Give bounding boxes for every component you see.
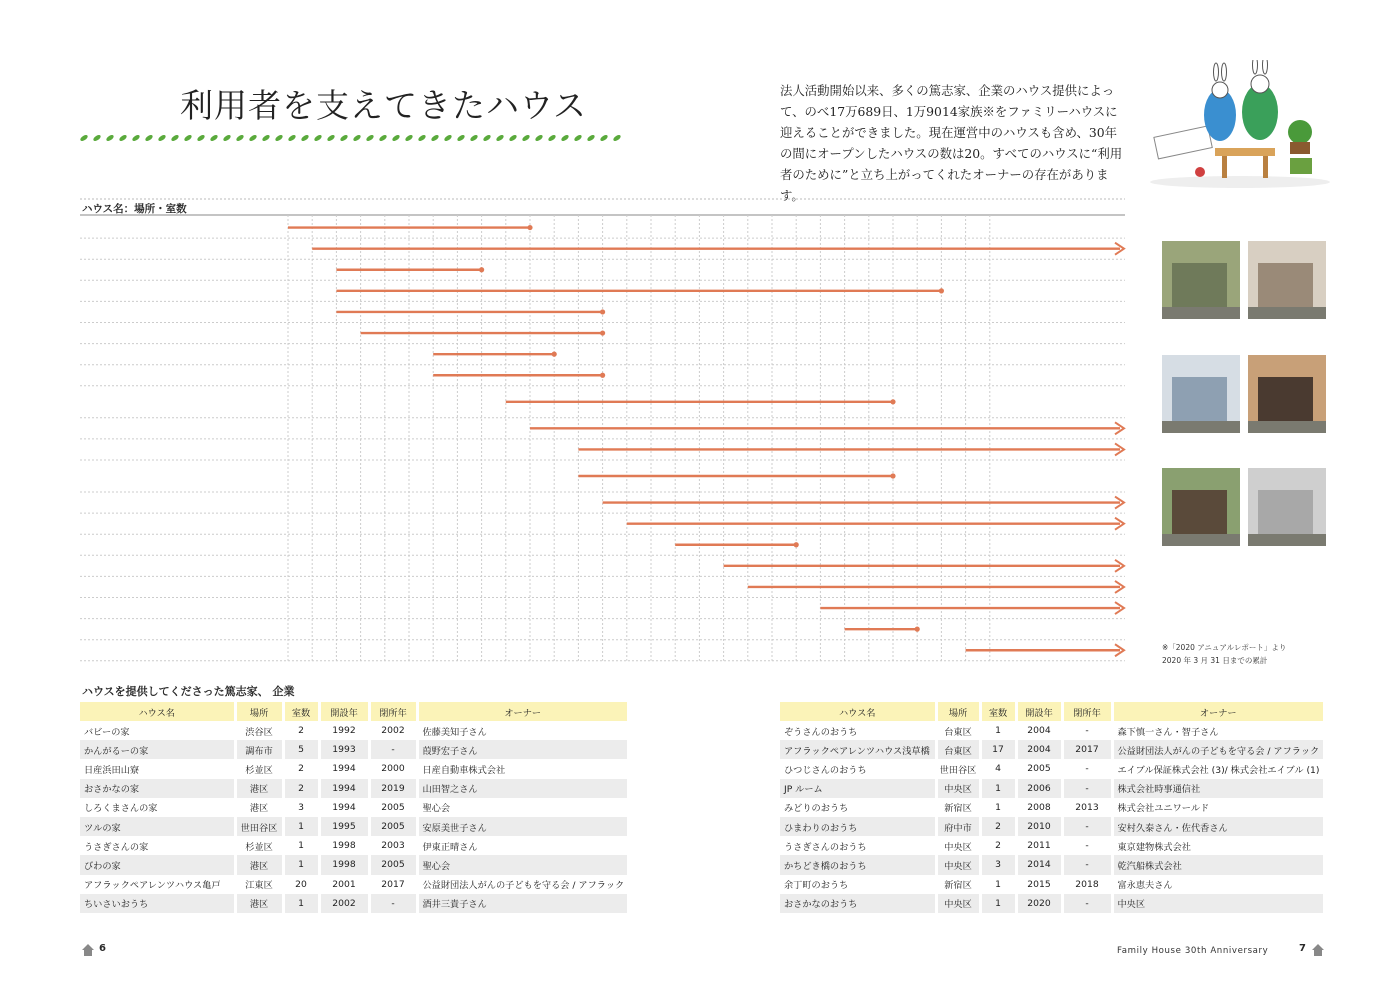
table-cell: 新宿区 — [936, 875, 980, 894]
table-cell: 2010 — [1016, 817, 1062, 836]
table-cell: 中央区 — [936, 855, 980, 874]
table-row — [80, 894, 629, 913]
house-icon — [1312, 944, 1324, 956]
table-cell: 1 — [283, 836, 319, 855]
table-cell: 1998 — [319, 855, 369, 874]
table-cell: 2001 — [319, 875, 369, 894]
table-cell: 港区 — [235, 779, 283, 798]
table-cell: ぞうさんのおうち — [780, 721, 936, 740]
photo-ground — [1248, 307, 1326, 319]
table-cell: 2002 — [319, 894, 369, 913]
table-cell: ちいさいおうち — [80, 894, 235, 913]
table-cell: 2004 — [1016, 740, 1062, 759]
table-cell: 5 — [283, 740, 319, 759]
table-cell: 4 — [980, 759, 1016, 778]
table-cell: 1 — [980, 798, 1016, 817]
table-cell: 1 — [980, 894, 1016, 913]
table-cell: うさぎさんの家 — [80, 836, 235, 855]
table-cell: かんがるーの家 — [80, 740, 235, 759]
table-row — [780, 855, 1325, 874]
table-cell: - — [1062, 836, 1112, 855]
table-row — [80, 836, 629, 855]
photo-building — [1258, 263, 1313, 313]
table-header-cell: 開設年 — [319, 702, 369, 721]
table-cell: 世田谷区 — [936, 759, 980, 778]
table-cell: 中央区 — [936, 894, 980, 913]
table-cell: 港区 — [235, 855, 283, 874]
table-cell: JP ルーム — [780, 779, 936, 798]
photo-ground — [1248, 534, 1326, 546]
table-cell: 2018 — [1062, 875, 1112, 894]
table-cell: 調布市 — [235, 740, 283, 759]
table-cell: 中央区 — [936, 836, 980, 855]
owners-table-right — [780, 702, 1326, 913]
table-cell: 1992 — [319, 721, 369, 740]
end-dot — [552, 352, 557, 357]
footnote — [1162, 641, 1286, 667]
table-cell: 港区 — [235, 798, 283, 817]
page-title: 利用者を支えてきたハウス — [180, 86, 588, 125]
table-cell: 2000 — [369, 759, 417, 778]
table-cell: 中央区 — [936, 779, 980, 798]
table-cell: 日産浜田山寮 — [80, 759, 235, 778]
table-cell: 1 — [283, 894, 319, 913]
table-cell: みどりのおうち — [780, 798, 936, 817]
table-cell: ひまわりのおうち — [780, 817, 936, 836]
table-cell: 1 — [980, 721, 1016, 740]
table-cell: 株式会社時事通信社 — [1112, 779, 1325, 798]
house-icon — [82, 944, 94, 956]
table-row — [780, 759, 1325, 778]
table-row — [780, 798, 1325, 817]
table-row — [780, 836, 1325, 855]
table-cell: 2 — [980, 836, 1016, 855]
table-cell: 1 — [283, 855, 319, 874]
table-cell: 1994 — [319, 798, 369, 817]
photo-building — [1172, 490, 1227, 540]
house-photo — [1162, 355, 1240, 433]
table-cell: - — [369, 740, 417, 759]
table-cell: 2004 — [1016, 721, 1062, 740]
table-cell: 1995 — [319, 817, 369, 836]
table-cell: 2005 — [369, 817, 417, 836]
table-cell: 1994 — [319, 759, 369, 778]
end-dot — [600, 373, 605, 378]
table-cell: 佐藤美知子さん — [417, 721, 629, 740]
end-dot — [794, 542, 799, 547]
table-cell: バビーの家 — [80, 721, 235, 740]
table-cell: 新宿区 — [936, 798, 980, 817]
table-cell: 2005 — [1016, 759, 1062, 778]
table-row — [80, 798, 629, 817]
owners-section-title: ハウスを提供してくださった篤志家、 企業 — [82, 685, 295, 698]
table-cell: 酒井三貴子さん — [417, 894, 629, 913]
table-cell: - — [1062, 759, 1112, 778]
footnote-line: ※「2020 アニュアルレポート」より — [1162, 643, 1287, 652]
table-cell: 2008 — [1016, 798, 1062, 817]
table-cell: 2015 — [1016, 875, 1062, 894]
house-photo — [1162, 241, 1240, 319]
table-row — [780, 875, 1325, 894]
table-cell: - — [1062, 894, 1112, 913]
table-cell: 2017 — [369, 875, 417, 894]
table-cell: 2017 — [1062, 740, 1112, 759]
table-cell: 2019 — [369, 779, 417, 798]
table-row — [780, 740, 1325, 759]
table-cell: しろくまさんの家 — [80, 798, 235, 817]
table-header-cell: 閉所年 — [369, 702, 417, 721]
table-row — [80, 721, 629, 740]
house-photo — [1248, 241, 1326, 319]
end-dot — [939, 288, 944, 293]
table-cell: 2013 — [1062, 798, 1112, 817]
table-cell: 2 — [980, 817, 1016, 836]
photo-building — [1172, 263, 1227, 313]
table-cell: 台東区 — [936, 721, 980, 740]
table-cell: - — [369, 894, 417, 913]
table-cell: 2006 — [1016, 779, 1062, 798]
table-cell: びわの家 — [80, 855, 235, 874]
table-cell: 17 — [980, 740, 1016, 759]
end-dot — [600, 330, 605, 335]
intro-text: 法人活動開始以来、多くの篤志家、企業のハウス提供によって、のべ17万689日、1万9014家族※をファミリーハウスに迎えることができました。現在運営中のハウスも含め、30年の間にオープンしたハウスの数は20。すべてのハウスに“利用者のために”と立ち上がってくれたオーナーの存在があります。 — [780, 83, 1123, 203]
table-cell: 聖心会 — [417, 855, 629, 874]
table-cell: 1993 — [319, 740, 369, 759]
table-cell: 2014 — [1016, 855, 1062, 874]
house-photo — [1248, 355, 1326, 433]
table-cell: 2005 — [369, 798, 417, 817]
table-cell: おさかなのおうち — [780, 894, 936, 913]
table-cell: 山田智之さん — [417, 779, 629, 798]
footnote-line: 2020 年 3 月 31 日までの累計 — [1162, 656, 1268, 665]
owners-table-left — [80, 702, 630, 913]
table-cell: 公益財団法人がんの子どもを守る会 / アフラック — [1112, 740, 1325, 759]
table-cell: 1 — [980, 779, 1016, 798]
house-photo — [1162, 468, 1240, 546]
table-cell: 富永恵夫さん — [1112, 875, 1325, 894]
table-cell: うさぎさんのおうち — [780, 836, 936, 855]
table-cell: 安原美世子さん — [417, 817, 629, 836]
table-cell: 1998 — [319, 836, 369, 855]
table-row — [780, 779, 1325, 798]
table-header-cell: 室数 — [283, 702, 319, 721]
table-row — [780, 894, 1325, 913]
timeline-header-label: ハウス名：場所・室数 — [82, 203, 187, 215]
table-header-cell: 開設年 — [1016, 702, 1062, 721]
table-header-cell: オーナー — [417, 702, 629, 721]
photo-ground — [1162, 534, 1240, 546]
table-cell: 2003 — [369, 836, 417, 855]
table-cell: アフラックペアレンツハウス浅草橋 — [780, 740, 936, 759]
table-header-cell: 閉所年 — [1062, 702, 1112, 721]
table-cell: エイブル保証株式会社 (3)/ 株式会社エイブル (1) — [1112, 759, 1325, 778]
table-cell: 港区 — [235, 894, 283, 913]
table-cell: 世田谷区 — [235, 817, 283, 836]
page-number-left: 6 — [99, 943, 106, 954]
table-cell: 伊東正晴さん — [417, 836, 629, 855]
table-cell: 余丁町のおうち — [780, 875, 936, 894]
photo-ground — [1162, 307, 1240, 319]
table-cell: 乾汽船株式会社 — [1112, 855, 1325, 874]
table-row — [80, 817, 629, 836]
table-cell: 江東区 — [235, 875, 283, 894]
table-header-cell: オーナー — [1112, 702, 1325, 721]
photo-building — [1258, 377, 1313, 427]
table-cell: 2 — [283, 779, 319, 798]
table-cell: 1 — [980, 875, 1016, 894]
table-cell: 株式会社ユニワールド — [1112, 798, 1325, 817]
photo-ground — [1162, 421, 1240, 433]
table-cell: - — [1062, 721, 1112, 740]
table-cell: 2011 — [1016, 836, 1062, 855]
end-dot — [600, 309, 605, 314]
table-row — [80, 875, 629, 894]
table-cell: 杉並区 — [235, 759, 283, 778]
table-cell: 葭野宏子さん — [417, 740, 629, 759]
table-cell: 2020 — [1016, 894, 1062, 913]
table-cell: ツルの家 — [80, 817, 235, 836]
table-cell: 森下慎一さん・智子さん — [1112, 721, 1325, 740]
house-photo — [1248, 468, 1326, 546]
end-dot — [915, 627, 920, 632]
table-cell: - — [1062, 817, 1112, 836]
table-header-cell: ハウス名 — [780, 702, 936, 721]
table-cell: - — [1062, 779, 1112, 798]
table-row — [80, 740, 629, 759]
table-cell: 2002 — [369, 721, 417, 740]
table-cell: 3 — [980, 855, 1016, 874]
table-header-row — [80, 702, 629, 721]
table-cell: アフラックペアレンツハウス亀戸 — [80, 875, 235, 894]
page-number-right: 7 — [1299, 943, 1306, 954]
table-cell: - — [1062, 855, 1112, 874]
table-row — [80, 855, 629, 874]
table-cell: 安村久泰さん・佐代香さん — [1112, 817, 1325, 836]
table-header-cell: ハウス名 — [80, 702, 235, 721]
table-cell: 杉並区 — [235, 836, 283, 855]
table-header-cell: 場所 — [936, 702, 980, 721]
table-cell: 聖心会 — [417, 798, 629, 817]
table-cell: 2 — [283, 759, 319, 778]
table-cell: 渋谷区 — [235, 721, 283, 740]
photo-building — [1258, 490, 1313, 540]
table-cell: 2005 — [369, 855, 417, 874]
table-cell: かちどき橋のおうち — [780, 855, 936, 874]
table-row — [80, 779, 629, 798]
table-row — [80, 759, 629, 778]
end-dot — [890, 399, 895, 404]
table-row — [780, 721, 1325, 740]
table-cell: おさかなの家 — [80, 779, 235, 798]
table-cell: 府中市 — [936, 817, 980, 836]
table-cell: 2 — [283, 721, 319, 740]
table-cell: ひつじさんのおうち — [780, 759, 936, 778]
table-cell: 20 — [283, 875, 319, 894]
table-cell: 1994 — [319, 779, 369, 798]
footer-title: Family House 30th Anniversary — [1117, 946, 1269, 956]
table-cell: 中央区 — [1112, 894, 1325, 913]
table-header-row — [780, 702, 1325, 721]
table-cell: 東京建物株式会社 — [1112, 836, 1325, 855]
end-dot — [890, 473, 895, 478]
table-cell: 日産自動車株式会社 — [417, 759, 629, 778]
table-cell: 公益財団法人がんの子どもを守る会 / アフラック — [417, 875, 629, 894]
table-header-cell: 室数 — [980, 702, 1016, 721]
table-cell: 1 — [283, 817, 319, 836]
photo-building — [1172, 377, 1227, 427]
end-dot — [479, 267, 484, 272]
end-dot — [527, 225, 532, 230]
table-header-cell: 場所 — [235, 702, 283, 721]
table-cell: 台東区 — [936, 740, 980, 759]
table-cell: 3 — [283, 798, 319, 817]
table-row — [780, 817, 1325, 836]
photo-ground — [1248, 421, 1326, 433]
